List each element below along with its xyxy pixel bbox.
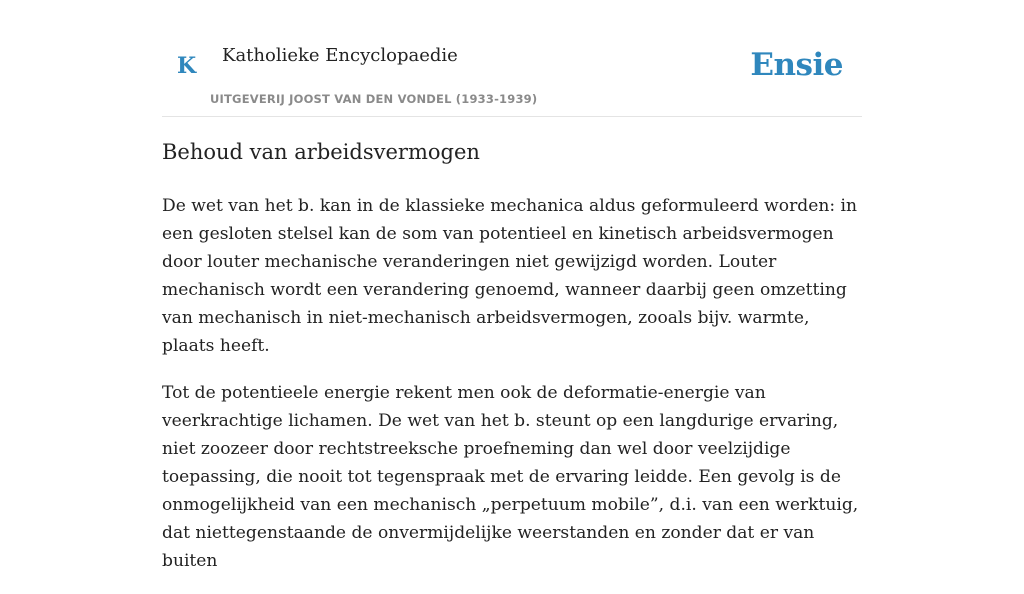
publication-logo-link[interactable]: K (177, 53, 197, 79)
ensie-brand-link[interactable]: Ensie (750, 47, 843, 83)
publisher-subtitle: UITGEVERIJ JOOST VAN DEN VONDEL (1933-1939) (210, 92, 538, 106)
site-header (162, 0, 862, 117)
publication-title: Katholieke Encyclopaedie (222, 45, 458, 66)
article-paragraph: Tot de potentieele energie rekent men ook de deformatie-energie van veerkrachtige lichamen. De wet van het b. steunt op een langdurige ervaring, niet zoozeer door rechtstreeksche proefneming dan wel door veelzijdige toepassing, die nooit tot tegenspraak met de ervaring leidde. Een gevolg is de onmogelijkheid van een mechanisch „perpetuum mobile”, d.i. van een werktuig, dat niettegenstaande de onvermijdelijke weerstanden en zonder dat er van buiten (162, 383, 859, 571)
article-paragraph: De wet van het b. kan in de klassieke mechanica aldus geformuleerd worden: in een gesloten stelsel kan de som van potentieel en kinetisch arbeidsvermogen door louter mechanische veranderingen niet gewijzigd worden. Louter mechanisch wordt een verandering genoemd, wanneer daarbij geen omzetting van mechanisch in niet-mechanisch arbeidsvermogen, zooals bijv. warmte, plaats heeft. (162, 196, 858, 356)
article-body (162, 192, 864, 594)
article-title: Behoud van arbeidsvermogen (162, 140, 480, 164)
